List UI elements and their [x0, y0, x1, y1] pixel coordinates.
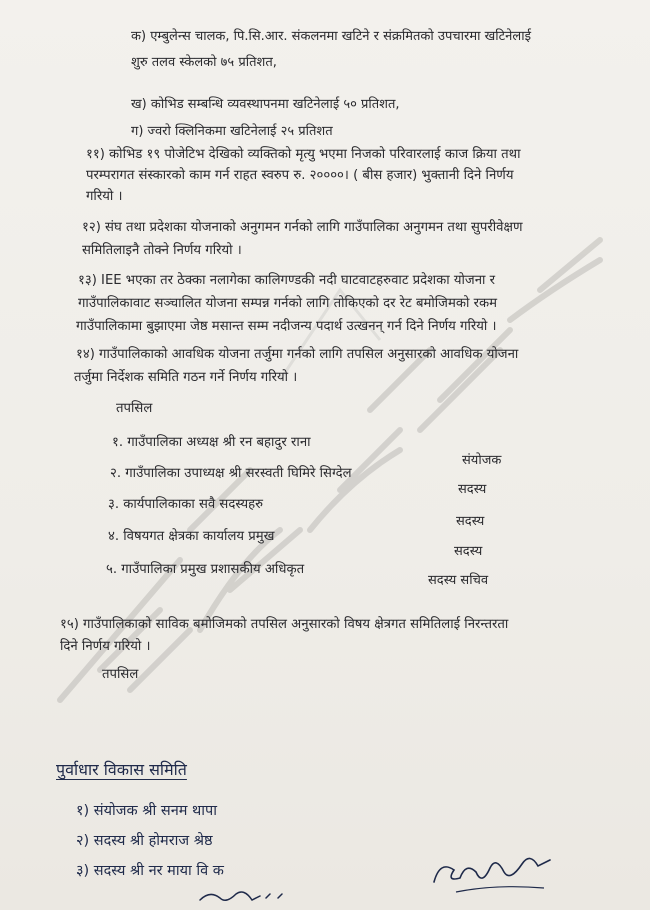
item-14-line-1: १४) गाउँपालिकाको आवधिक योजना तर्जुमा गर्नको लागि तपसिल अनुसारको आवधिक योजना	[76, 347, 519, 362]
item-12-line-1: १२) संघ तथा प्रदेशका योजनाको अनुगमन गर्नको लागि गाउँपालिका अनुगमन तथा सुपरीवेक्षण	[82, 220, 523, 235]
item-ka-line-2: शुरु तलव स्केलको ७५ प्रतिशत,	[131, 55, 277, 70]
signature-bottom	[196, 884, 306, 910]
item-kha: ख) कोभिड सम्बन्धि व्यवस्थापनमा खटिनेलाई ५० प्रतिशत,	[131, 97, 400, 112]
committee-member-1: १. गाउँपालिका अध्यक्ष श्री रन बहादुर राना	[112, 435, 311, 450]
item-13-line-3: गाउँपालिकामा बुझाएमा जेष्ठ मसान्त सम्म नदीजन्य पदार्थ उत्खनन् गर्न दिने निर्णय गरियो ।	[76, 319, 497, 334]
item-15-line-2: दिने निर्णय गरियो ।	[60, 639, 151, 654]
item-11-line-1: ११) कोभिड १९ पोजेटिभ देखिको व्यक्तिको मृत्यु भएमा निजको परिवारलाई काज क्रिया तथा	[86, 147, 521, 162]
committee-role-3: सदस्य	[456, 514, 485, 529]
committee-role-1: संयोजक	[462, 453, 502, 468]
item-ka-line-1: क) एम्बुलेन्स चालक, पि.सि.आर. संकलनमा खटिने र संक्रमितको उपचारमा खटिनेलाई	[131, 29, 531, 44]
item-13-line-1: १३) IEE भएका तर ठेक्का नलागेका कालिगण्डकी नदी घाटवाटहरुवाट प्रदेशका योजना र	[78, 273, 496, 288]
item-15-line-1: १५) गाउँपालिकाको साविक बमोजिमको तपसिल अनुसारको विषय क्षेत्रगत समितिलाई निरन्तरता	[60, 617, 509, 632]
tapsil-label-1: तपसिल	[116, 401, 153, 416]
committee-role-2: सदस्य	[458, 482, 487, 497]
tapsil-label-2: तपसिल	[102, 667, 139, 682]
signature-right	[426, 842, 556, 902]
item-11-line-3: गरियो ।	[86, 189, 123, 204]
committee-role-4: सदस्य	[454, 544, 483, 559]
item-13-line-2: गाउँपालिकावाट सञ्चालित योजना सम्पन्न गर्नको लागि तोकिएको दर रेट बमोजिमको रकम	[78, 296, 497, 311]
committee-member-2: २. गाउँपालिका उपाध्यक्ष श्री सरस्वती घिमिरे सिग्देल	[110, 466, 352, 481]
committee-member-5: ५. गाउँपालिका प्रमुख प्रशासकीय अधिकृत	[106, 562, 305, 577]
item-12-line-2: समितिलाइनै तोक्ने निर्णय गरियो ।	[82, 243, 242, 258]
committee-heading: पुर्वाधार विकास समिति	[56, 760, 187, 779]
item-ga: ग) ज्वरो क्लिनिकमा खटिनेलाई २५ प्रतिशत	[131, 124, 333, 139]
handwritten-member-3: ३) सदस्य श्री नर माया वि क	[76, 863, 224, 879]
committee-member-4: ४. विषयगत क्षेत्रका कार्यालय प्रमुख	[108, 529, 275, 544]
committee-member-3: ३. कार्यपालिकाका सवै सदस्यहरु	[108, 497, 263, 512]
item-14-line-2: तर्जुमा निर्देशक समिति गठन गर्ने निर्णय गरियो ।	[74, 370, 298, 385]
item-11-line-2: परम्परागत संस्कारको काम गर्न राहत स्वरुप रु. २००००। ( बीस हजार) भुक्तानी दिने निर्णय	[86, 168, 514, 183]
committee-role-5: सदस्य सचिव	[428, 573, 489, 588]
handwritten-member-1: १) संयोजक श्री सनम थापा	[76, 803, 218, 819]
handwritten-member-2: २) सदस्य श्री होमराज श्रेष्ठ	[76, 833, 213, 849]
